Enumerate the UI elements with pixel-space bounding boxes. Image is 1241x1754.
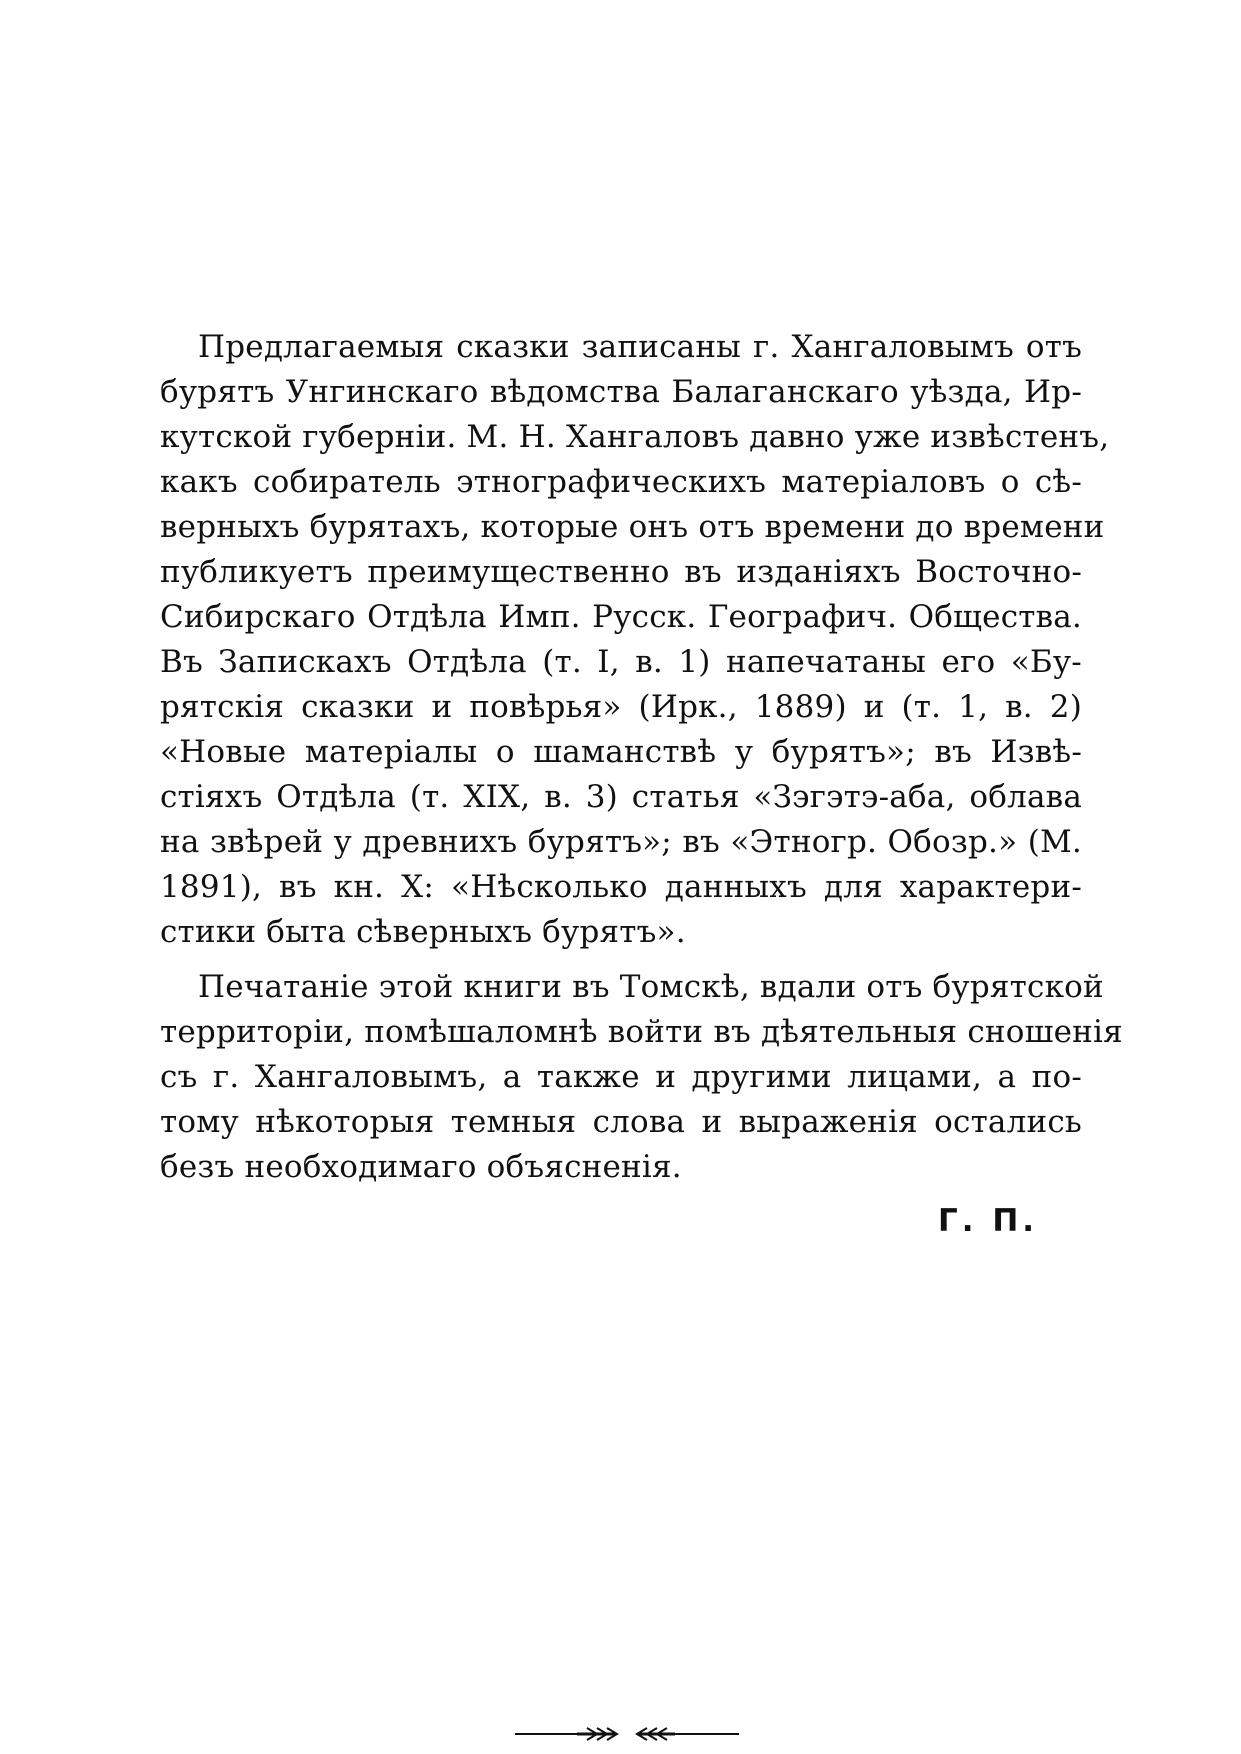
text-line: территоріи, помѣшаломнѣ войти въ дѣятельныя сношенія <box>160 1014 1123 1050</box>
text-line: рятскія сказки и повѣрья» (Ирк., 1889) и (т. 1, в. 2) <box>160 689 1082 725</box>
text-line: стіяхъ Отдѣла (т. XIX, в. 3) статья «Зэгэтэ-аба, облава <box>160 779 1082 815</box>
text-line: бурятъ Унгинскаго вѣдомства Балаганскаго уѣзда, Ир- <box>160 374 1082 410</box>
text-line: Предлагаемыя сказки записаны г. Хангаловымъ отъ <box>198 329 1082 365</box>
text-line: 1891), въ кн. X: «Нѣсколько данныхъ для характери- <box>160 869 1082 905</box>
text-line: съ г. Хангаловымъ, а также и другими лицами, а по- <box>160 1059 1082 1095</box>
text-line: какъ собиратель этнографическихъ матеріаловъ о сѣ- <box>160 464 1082 500</box>
dash-arrows-ornament-icon <box>515 1724 739 1744</box>
text-line: верныхъ бурятахъ, которые онъ отъ времени до времени <box>160 509 1105 545</box>
text-line: тому нѣкоторыя темныя слова и выраженія остались <box>160 1104 1082 1140</box>
paragraph-gap <box>160 955 1082 965</box>
paragraph-2 <box>160 965 1123 1190</box>
text-line: публикуетъ преимущественно въ изданіяхъ Восточно- <box>160 554 1082 590</box>
text-line: безъ необходимаго объясненія. <box>160 1149 682 1185</box>
signature-initials: Г. П. <box>938 1203 1039 1239</box>
preface-text <box>160 325 1123 1190</box>
text-line: на звѣрей у древнихъ бурятъ»; въ «Этногр. Обозр.» (М. <box>160 824 1082 860</box>
text-line: стики быта сѣверныхъ бурятъ». <box>160 914 686 950</box>
text-line: Сибирскаго Отдѣла Имп. Русск. Географич. Общества. <box>160 599 1082 635</box>
text-line: Печатаніе этой книги въ Томскѣ, вдали отъ бурятской <box>198 969 1104 1005</box>
text-line: «Новые матеріалы о шаманствѣ у бурятъ»; въ Извѣ- <box>160 734 1082 770</box>
text-line: Въ Запискахъ Отдѣла (т. I, в. 1) напечатаны его «Бу- <box>160 644 1082 680</box>
text-line: кутской губерніи. М. Н. Хангаловъ давно уже извѣстенъ, <box>160 419 1110 455</box>
paragraph-1 <box>160 325 1110 955</box>
